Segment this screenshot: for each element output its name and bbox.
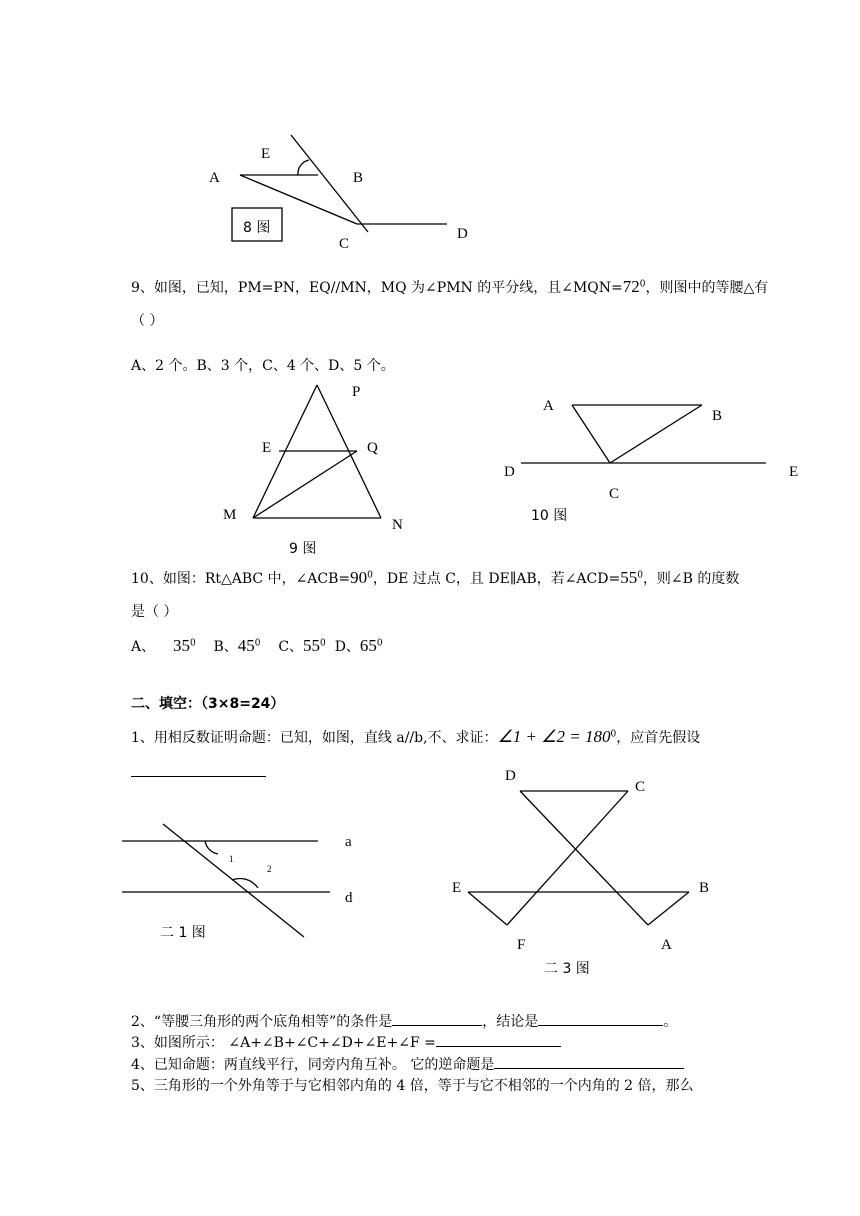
fig2-1-label-a: a [345, 834, 352, 850]
q4-answer-blank[interactable] [494, 1054, 684, 1069]
q10-option-c: C、 [278, 639, 304, 655]
fig2-3-label-c: C [635, 779, 646, 795]
figure-10 [521, 405, 766, 463]
q10-deg-b: 0 [254, 638, 261, 649]
fig10-label-c: C [609, 486, 620, 502]
fig2-1-label-d: d [345, 890, 353, 906]
fig8-label-e: E [261, 146, 271, 162]
figure-9 [253, 385, 381, 518]
q2-conclusion-blank[interactable] [538, 1011, 663, 1026]
q2-text: 2、“等腰三角形的两个底角相等”的条件是 [131, 1014, 393, 1030]
fig8-label-b: B [353, 170, 364, 186]
section2-q2 [131, 1011, 677, 1032]
fig2-3-label-d: D [505, 768, 516, 784]
q10-deg-c: 0 [320, 638, 326, 649]
q10-option-a: A、 [131, 639, 156, 655]
q10-acb-value: 90 [350, 568, 368, 587]
q10-options [131, 636, 383, 657]
q10-value-d: 65 [359, 636, 377, 655]
fig10-label-b: B [712, 408, 723, 424]
q1-answer-blank[interactable] [131, 762, 266, 777]
section2-heading: 二、填空：（3×8=24） [131, 696, 285, 712]
fig2-3-label-b: B [699, 880, 710, 896]
q10-line2: 是（ ） [131, 604, 178, 620]
figure-2-1 [122, 824, 330, 937]
q9-text-post: ，则图中的等腰△有 [645, 280, 769, 296]
fig9-caption: 9 图 [289, 541, 317, 557]
q10-value-c: 55 [303, 636, 321, 655]
section2-q3 [131, 1032, 561, 1053]
fig2-1-label-1: 1 [229, 854, 234, 864]
fig9-label-m: M [223, 507, 237, 523]
q10-option-d: D、 [334, 639, 360, 655]
q10-value-a: 35 [172, 636, 190, 655]
fig8-label-d: D [457, 226, 468, 242]
q10-deg-d: 0 [376, 638, 383, 649]
fig10-label-a: A [543, 398, 554, 414]
figure-2-3 [468, 791, 689, 925]
fig8-label-c: C [339, 236, 350, 252]
q1-text-pre: 1、用相反数证明命题：已知，如图，直线 a//b,不、求证： [131, 730, 498, 746]
q4-text: 4、已知命题：两直线平行，同旁内角互补。 它的逆命题是 [131, 1057, 495, 1073]
q3-answer-blank[interactable] [436, 1032, 561, 1047]
q3-text: 3、如图所示： ∠A+∠B+∠C+∠D+∠E+∠F = [131, 1035, 436, 1051]
fig8-label-a: A [209, 170, 220, 186]
fig10-label-d: D [504, 464, 515, 480]
fig2-1-caption: 二 1 图 [160, 925, 206, 941]
q1-formula: ∠1 + ∠2 = 180 [497, 727, 611, 746]
section2-q1 [131, 727, 700, 748]
fig8-caption: 8 图 [243, 220, 271, 236]
q9-line2: （ ） [131, 313, 164, 329]
fig2-3-label-f: F [517, 937, 526, 953]
q10-value-b: 45 [237, 636, 255, 655]
q9-line1 [131, 277, 768, 298]
q9-angle: 72 [622, 277, 640, 296]
q1-degree: 0 [610, 729, 617, 740]
q9-text-pre: 9、如图，已知，PM=PN，EQ//MN，MQ 为∠PMN 的平分线，且∠MQN= [131, 280, 623, 296]
q9-options: A、2 个。B、3 个，C、4 个、D、5 个。 [131, 358, 395, 374]
q9-degree: 0 [639, 279, 646, 290]
q2-text-end: 。 [663, 1014, 678, 1030]
fig2-1-label-2: 2 [267, 864, 272, 874]
q10-option-b: B、 [213, 639, 238, 655]
q10-line1 [131, 568, 739, 589]
fig2-3-label-a: A [661, 937, 672, 953]
q10-text-a: 10、如图：Rt△ABC 中，∠ACB= [131, 571, 351, 587]
q10-text-c: ，则∠B 的度数 [642, 571, 740, 587]
fig9-label-p: P [352, 384, 361, 400]
fig9-label-e: E [262, 440, 272, 456]
q2-text-mid: ，结论是 [482, 1014, 539, 1030]
section2-q5: 5、三角形的一个外角等于与它相邻内角的 4 倍，等于与它不相邻的一个内角的 2 倍，那么 [131, 1078, 694, 1094]
q1-text-post: ，应首先假设 [616, 730, 701, 746]
fig9-label-n: N [392, 517, 403, 533]
q10-text-b: ，DE 过点 C，且 DE∥AB，若∠ACD= [372, 571, 621, 587]
q2-condition-blank[interactable] [392, 1011, 482, 1026]
fig10-label-e: E [789, 464, 799, 480]
fig10-caption: 10 图 [531, 508, 568, 524]
section2-q4 [131, 1054, 684, 1075]
fig2-3-label-e: E [452, 880, 462, 896]
fig2-3-caption: 二 3 图 [544, 961, 590, 977]
q10-deg-a: 0 [189, 638, 196, 649]
fig9-label-q: Q [367, 440, 378, 456]
q10-degree-1: 0 [367, 570, 373, 581]
q10-degree-2: 0 [637, 570, 643, 581]
q10-acd-value: 55 [620, 568, 638, 587]
